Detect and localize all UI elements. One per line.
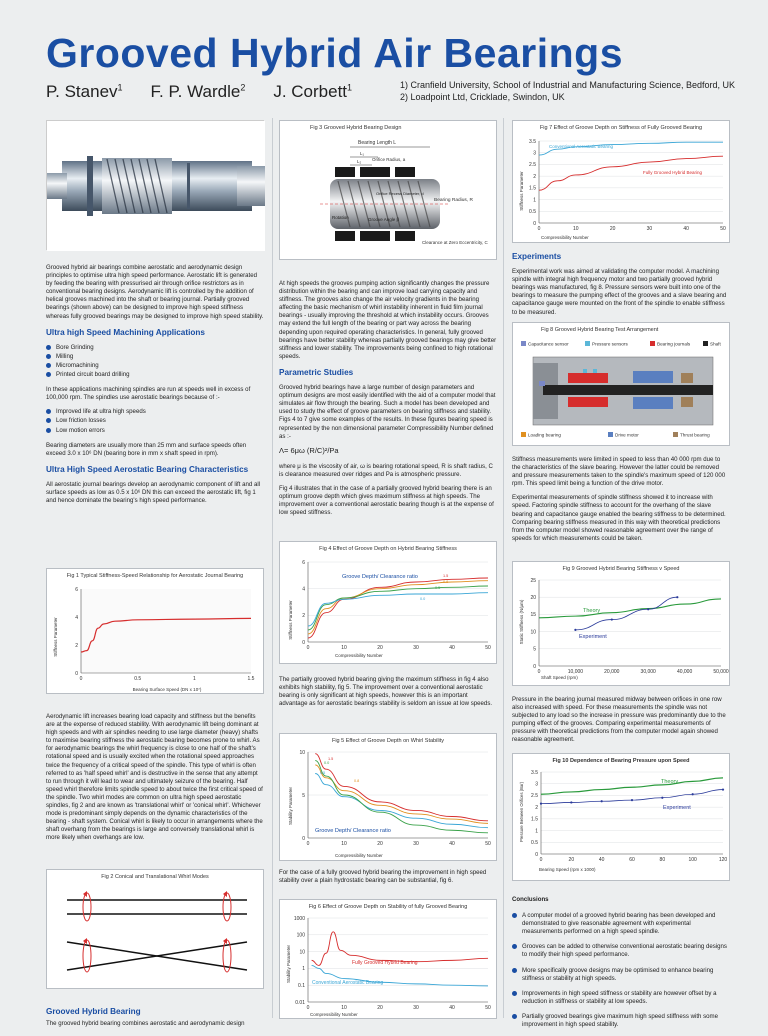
fig4-series-0.0	[308, 593, 488, 626]
fig6-xlabel: Compressibility Number	[310, 1012, 358, 1017]
x-tick-label: 20	[377, 841, 383, 847]
y-tick-label: 0.5	[531, 840, 538, 847]
fig5-curve-label: 1.5	[328, 757, 334, 761]
fig4-curve-label: 0.0	[420, 597, 426, 601]
affiliations	[400, 79, 760, 103]
conclusions-heading: Conclusions	[512, 896, 549, 903]
fig4-legend-title: Groove Depth/ Clearance ratio	[342, 574, 418, 580]
figure-9	[512, 561, 730, 686]
list-item: Printed circuit board drilling	[46, 371, 264, 379]
fig5-curve-label: 0.8	[354, 779, 360, 783]
plot-area	[81, 589, 251, 673]
fig6-paragraph: For the case of a fully grooved hybrid bearing the improvement in high speed stability over a plain hydrostatic bearing can be substantial, fig 6.	[279, 869, 487, 885]
fig4-curve-label: 1.5	[443, 574, 449, 578]
y-tick-label: 0	[302, 835, 305, 842]
fig4-paragraph: Fig 4 illustrates that in the case of a partially grooved hybrid bearing there is an optimum groove depth which gives maximum stiffness at high speeds. The improvement over a conventional aerostatic bearing though is at the expense of low speed stiffness.	[279, 484, 494, 517]
fig3-radius-label: Bearing Radius, R	[434, 198, 473, 203]
fig1-ylabel: Stiffness Parameter	[53, 617, 58, 657]
list-item: Improvements in high speed stiffness or stability are however offset by a reduction in stiffness or stability at low speeds.	[512, 990, 730, 1006]
fig9-theory-label: Theory	[583, 608, 601, 614]
figure-5-title: Fig 5 Effect of Groove Depth on Whirl Stability	[331, 738, 445, 744]
fig3-clearance-label: Clearance at Zero Eccentricity, C	[422, 240, 488, 245]
data-point	[540, 803, 542, 805]
column-1-bottom	[46, 1008, 264, 1034]
figure-3-title: Fig 3 Grooved Hybrid Bearing Design	[310, 125, 402, 131]
data-point	[631, 799, 633, 801]
x-tick-label: 40	[683, 226, 689, 232]
column-divider	[503, 118, 504, 1018]
fig3-rotation-label: Rotation	[332, 215, 349, 220]
x-tick-label: 30	[413, 841, 419, 847]
x-tick-label: 20	[609, 226, 616, 232]
data-point	[661, 797, 663, 799]
applications-list	[46, 344, 264, 379]
data-point	[611, 618, 613, 620]
y-tick-label: 3.5	[531, 769, 538, 776]
x-tick-label: 50	[485, 645, 491, 651]
x-tick-label: 10	[341, 645, 347, 651]
list-item: Partially grooved bearings give maximum high speed stiffness with some improvement in high speed stability.	[512, 1013, 730, 1029]
figure-7-title: Fig 7 Effect of Groove Depth on Stiffness of Fully Grooved Bearing	[539, 125, 703, 131]
fig9-experiment-label: Experiment	[579, 634, 607, 640]
bearing-design-diagram	[280, 121, 498, 261]
whirl-paragraph: Aerodynamic lift increases bearing load capacity and stiffness but the benefits are at the expense of reduced stability. With aerodynamic lift being dominant at high speeds and with air spindles needing to use large diameter (heavy) shafts to maximise bearing stiffness the aerostatic bearing becomes prone to whirl. As for aerodynamic bearings the whirl frequency is close to one half of the shaft's rotational speed and is usually excited when the rotational speed approaches twice the frequency of a critical speed of the spindle. This type of whirl is often referred to as 'half speed whirl' and is destructive in the sense that any attempt to run through it will lead to wear and ultimately seizure of the bearing. Half speed whirl therefore limits spindle speed to about twice the first critical speed of the spindle. Two whirl modes are common on ultra high speed aerostatic spindles, fig 2 and are known as 'translational whirl' or 'conical whirl'. Whichever mode is predominant simply depends on the dynamic characteristics of the bearing - shaft system. Conical whirl is likely to occur in arrangements where the shaft overhang from the bearings is large and conversely translational whirl is more likely when overhangs are low.	[46, 713, 263, 842]
fig9-ylabel: Static Stiffness (N/μm)	[519, 599, 524, 645]
x-tick-label: 30	[646, 226, 653, 232]
x-tick-label: 50	[720, 226, 726, 232]
y-tick-label: 1	[302, 966, 305, 973]
pressure-paragraph: Pressure in the bearing journal measured midway between orifices in one row also increased with speed. For these measurements the spindle was not subjected to any load so the increase in pressure was predominantly due to the pumping effect of the grooves. Comparing experimental measurements of pressure with theoretical predictions from the computer model again showed reasonable agreement.	[512, 696, 726, 744]
list-item: A computer model of a grooved hybrid bearing has been developed and demonstrated to give reasonable agreement with experimental measurements performed on a high speed spindle.	[512, 912, 730, 936]
x-tick-label: 10	[341, 1005, 347, 1011]
section-heading-applications: Ultra high Speed Machining Applications	[46, 327, 205, 337]
y-tick-label: 2	[302, 613, 305, 620]
x-tick-label: 0.5	[134, 676, 142, 682]
list-item: Milling	[46, 353, 264, 361]
column-2	[279, 280, 497, 523]
fig5-series-0.0	[315, 761, 488, 833]
y-tick-label: 0	[75, 670, 78, 677]
column-3-pressure	[512, 696, 730, 751]
figure-1	[46, 568, 264, 694]
y-tick-label: 1.5	[529, 185, 536, 192]
section-heading-experiments: Experiments	[512, 252, 562, 261]
y-tick-label: 2	[535, 804, 538, 811]
y-tick-label: 0	[535, 851, 538, 858]
y-tick-label: 0	[533, 220, 536, 227]
fig10-experiment-label: Experiment	[663, 805, 691, 811]
y-tick-label: 1000	[293, 915, 305, 922]
fig5-curve-label: 0.0	[324, 761, 330, 765]
benefits-list	[46, 408, 264, 434]
x-tick-label: 40	[598, 857, 605, 863]
x-tick-label: 50,000	[713, 669, 729, 675]
fig8-legend-item: Pressure sensors	[592, 341, 628, 347]
figure-7-chart	[513, 121, 731, 244]
fig9-series-theory	[539, 599, 721, 618]
x-tick-label: 1	[192, 676, 196, 682]
section-heading-parametric: Parametric Studies	[279, 367, 354, 377]
x-tick-label: 30,000	[640, 669, 656, 675]
grooved-hybrid-paragraph: The grooved hybrid bearing combines aerostatic and aerodynamic design	[46, 1020, 245, 1028]
list-item: Bore Grinding	[46, 344, 264, 352]
stiffness-paragraph: Stiffness measurements were limited in speed to less than 40 000 rpm due to the characteristics of the slave bearing. However the latter could be removed and pressure measurements taken to the spindle's maximum speed of 120 000 rpm. This speed limit being a function of the drive motor.	[512, 456, 726, 488]
applications-paragraph: In these applications machining spindles are run at speeds well in excess of 100,000 rpm. The spindles use aerostatic bearings because of :-	[46, 386, 251, 402]
y-tick-label: 3.5	[529, 138, 536, 145]
figure-6-chart	[280, 900, 498, 1020]
y-tick-label: 25	[530, 577, 536, 584]
y-tick-label: 6	[302, 559, 305, 566]
test-arrangement-diagram	[513, 323, 731, 447]
fig6-legend-grooved: Fully Grooved Hybrid Bearing	[352, 960, 418, 966]
data-point	[647, 608, 649, 610]
y-tick-label: 0	[302, 639, 305, 646]
fig10-theory-label: Theory	[661, 779, 679, 785]
y-tick-label: 2	[533, 173, 536, 180]
x-tick-label: 0	[537, 669, 541, 675]
fig4-series-0.5	[308, 586, 488, 630]
y-tick-label: 0	[533, 663, 536, 670]
list-item: Low friction losses	[46, 417, 264, 425]
figure-6	[279, 899, 497, 1019]
fig5-xlabel: Compressibility Number	[335, 853, 383, 858]
figure-9-title: Fig 9 Grooved Hybrid Bearing Stiffness v Speed	[562, 566, 680, 572]
y-tick-label: 2	[75, 642, 78, 649]
figure-9-chart	[513, 562, 731, 687]
figure-10-chart	[513, 754, 731, 882]
x-tick-label: 20,000	[604, 669, 620, 675]
affiliation-2: 2) Loadpoint Ltd, Cricklade, Swindon, UK	[400, 92, 565, 102]
list-item: Improved life at ultra high speeds	[46, 408, 264, 416]
column-2-bottom	[279, 869, 497, 891]
figure-2-title: Fig 2 Conical and Translational Whirl Modes	[101, 874, 209, 880]
fig10-ylabel: Pressure Between Orifices (Bar)	[519, 781, 524, 843]
fig10-xlabel: Bearing Speed (rpm x 1000)	[539, 867, 596, 872]
x-tick-label: 40	[449, 841, 455, 847]
figure-4-title: Fig 4 Effect of Groove Depth on Hybrid Bearing Stiffness	[319, 546, 457, 552]
characteristics-paragraph: All aerostatic journal bearings develop an aerodynamic component of lift and all surface speeds as low as 0.5 x 10⁶ DN this can exceed the aerostatic lift, fig 1 and hence dominate the bearing's high speed performance.	[46, 480, 261, 505]
y-tick-label: 10	[299, 949, 305, 956]
x-tick-label: 30	[413, 1005, 419, 1011]
section-heading-grooved-hybrid: Grooved Hybrid Bearing	[46, 1007, 141, 1016]
y-tick-label: 1	[533, 197, 536, 204]
y-tick-label: 5	[533, 646, 536, 653]
fig3-groove-angle-label: Groove Angle β	[368, 217, 400, 222]
fig8-legend-item: Capacitance sensor	[528, 341, 569, 347]
column-3-middle	[512, 456, 730, 549]
compressibility-formula: Λ= 6μω (R/C)²/Pa	[279, 445, 339, 455]
fig8-legend-item: Bearing journals	[657, 341, 691, 347]
y-tick-label: 1.5	[531, 816, 538, 823]
data-point	[676, 596, 678, 598]
conclusions-list	[512, 912, 730, 1029]
x-tick-label: 10	[341, 841, 347, 847]
fig3-l1-label: L₁	[360, 151, 365, 156]
x-tick-label: 100	[688, 857, 697, 863]
x-tick-label: 80	[659, 857, 666, 863]
fig5-legend-title: Groove Depth/ Clearance ratio	[315, 828, 391, 834]
figure-10	[512, 753, 730, 881]
y-tick-label: 20	[530, 595, 536, 601]
fig4-ylabel: Stiffness Parameter	[288, 600, 293, 640]
data-point	[722, 788, 724, 790]
figure-5-chart	[280, 734, 498, 862]
experiments-paragraph: Experimental work was aimed at validating the computer model. A machining spindle with integral high frequency motor and two partially grooved hybrid bearings was manufactured, fig 8. Pressure sensors were built into one of the bearings to measure the pumping effect of the grooves and a slave bearing and capacitance gauge were mounted on the front of the spindle to enable stiffness to be measured.	[512, 268, 727, 316]
fig4-curve-label: 0.5	[435, 586, 441, 590]
figure-1-chart	[47, 569, 265, 695]
y-tick-label: 0.1	[298, 983, 305, 989]
fig6-ylabel: Stability Parameter	[286, 944, 291, 984]
fig8-legend-item: Loading bearing	[528, 432, 561, 438]
y-tick-label: 6	[75, 586, 78, 593]
x-tick-label: 10	[573, 226, 579, 232]
data-point	[601, 800, 603, 802]
fig5-paragraph: The partially grooved hybrid bearing giving the maximum stiffness in fig 4 also exhibits high stability, fig 5. The improvement over a conventional aerostatic bearing is only significant at high speeds, however this is an important advantage as for aerostatic bearings stability is seldom an issue at low speeds.	[279, 676, 493, 708]
author-2: F. P. Wardle$^2$	[150, 82, 246, 101]
fig7-ylabel: Stiffness Parameter	[519, 171, 524, 211]
list-item: Micromachining	[46, 362, 264, 370]
whirl-modes-diagram	[47, 870, 265, 990]
figure-1-title: Fig 1 Typical Stiffness-Speed Relationship for Aerostatic Journal Bearing	[66, 573, 244, 579]
data-point	[574, 629, 576, 631]
fig7-xlabel: Compressibility Number	[541, 235, 589, 240]
x-tick-label: 1.5	[247, 676, 255, 682]
figure-8	[512, 322, 730, 446]
x-tick-label: 10,000	[567, 669, 584, 675]
y-tick-label: 0.5	[529, 209, 536, 216]
fig7-legend-grooved: Fully Grooved Hybrid Bearing	[643, 170, 703, 175]
fig5-ylabel: Stability Parameter	[288, 786, 293, 826]
figure-3	[279, 120, 497, 260]
x-tick-label: 0	[537, 226, 541, 232]
fig8-legend-item: Shaft	[710, 341, 721, 347]
fig8-legend-item: Thrust bearing	[680, 432, 710, 438]
figure-10-title: Fig 10 Dependence of Bearing Pressure upon Speed	[552, 758, 690, 764]
x-tick-label: 120	[718, 857, 728, 863]
fig10-series-theory	[541, 778, 723, 794]
x-tick-label: 40	[449, 1005, 455, 1011]
fig7-legend-conventional: Conventional Aerostatic Bearing	[549, 144, 614, 149]
affiliation-1: 1) Cranfield University, School of Industrial and Manufacturing Science, Bedford, UK	[400, 80, 735, 90]
x-tick-label: 0	[79, 676, 83, 682]
x-tick-label: 0	[306, 841, 310, 847]
y-tick-label: 3	[533, 150, 536, 157]
y-tick-label: 3	[535, 781, 538, 788]
grooves-paragraph: At high speeds the grooves pumping action significantly changes the pressure distribution within the bearing and can improve load carrying capacity and stiffness. The grooves also change the air velocity gradients in the bearing affecting the basic mechanism of whirl instability inherent in fluid film journal bearings - usually improving the threshold at which instability occurs. Grooves may extend the full length of the bearing or part way across the bearing depending upon required operating characteristics. In general, fully grooved bearings have better stability whereas partially grooved bearings may give better stiffness and lower stability. The improvements being confined to high rotational speeds.	[279, 280, 497, 360]
fig3-orifice-recess-label: Orifice Recess Diameter, d	[376, 191, 424, 196]
x-tick-label: 40	[449, 645, 455, 651]
where-paragraph: where μ is the viscosity of air, ω is bearing rotational speed, R is shaft radius, C is clearance measured over ridges and Pa is atmospheric pressure.	[279, 462, 493, 478]
x-tick-label: 50	[485, 1005, 491, 1011]
fig8-legend-item: Drive motor	[615, 432, 639, 438]
fig3-length-label: Bearing Length L	[358, 140, 397, 146]
figure-8-title: Fig 8 Grooved Hybrid Bearing Test Arrangement	[541, 327, 659, 333]
x-tick-label: 40,000	[676, 669, 693, 675]
x-tick-label: 60	[629, 857, 635, 863]
x-tick-label: 0	[306, 645, 310, 651]
fig4-curve-label: 0.8	[443, 580, 449, 584]
column-3	[512, 253, 730, 323]
x-tick-label: 20	[568, 857, 575, 863]
y-tick-label: 2.5	[531, 793, 538, 800]
x-tick-label: 50	[485, 841, 491, 847]
y-tick-label: 10	[530, 629, 536, 636]
figure-4-chart	[280, 542, 498, 665]
spindle-photo	[46, 120, 264, 250]
intro-paragraph: Grooved hybrid air bearings combine aerostatic and aerodynamic design principles to optimise ultra high speed performance. Aerostatic lift is generated by feeding the bearing with pressurised air through orifice restrictors as in conventional bearing designs. Aerodynamic lift is controlled by the addition of helical grooves machined into the shaft or bearing journal. Partially grooved bearings (shown above) can be designed to improve high speed stiffness whereas fully grooved bearings may be designed to improve high speed stability.	[46, 264, 264, 320]
fig3-l2-label: L₂	[357, 159, 362, 164]
column-1-continued	[46, 713, 264, 849]
fig4-xlabel: Compressibility Number	[335, 653, 383, 658]
y-tick-label: 2.5	[529, 162, 536, 169]
authors	[46, 82, 406, 102]
fig3-orifice-radius-label: Orifice Radius, a	[372, 157, 406, 162]
poster-title: Grooved Hybrid Air Bearings	[46, 30, 623, 76]
column-3-conclusions	[512, 896, 730, 1036]
x-tick-label: 20	[377, 1005, 383, 1011]
fig9-xlabel: Shaft Speed (rpm)	[541, 675, 578, 680]
author-3: J. Corbett$^1$	[273, 82, 353, 101]
y-tick-label: 100	[296, 932, 305, 939]
y-tick-label: 10	[299, 749, 305, 756]
figure-4	[279, 541, 497, 664]
x-tick-label: 0	[306, 1005, 310, 1011]
parametric-paragraph: Grooved hybrid bearings have a large number of design parameters and optimum designs are most easily identified with the aid of a computer model that simulates air flow through the bearing. Such a model has been developed and used to study the effect of groove parameters on bearing stiffness and stability. Figs 4 to 7 give some examples of the results. In these figures bearing speed is represented by the non dimensional parameter Compressibility Number defined as :-	[279, 384, 496, 440]
experimental-paragraph: Experimental measurements of spindle stiffness showed it to increase with speed. Factoring spindle stiffness to account for the overhang of the slave bearing and capacitance gauge enabled the bearing stiffness to be determined. Comparing bearing stiffness measured in this way with theoretical predictions from the computer model showed reasonable agreement over the range of speeds for which measurements could be taken.	[512, 494, 726, 542]
fig1-xlabel: Bearing Surface Speed (DN x 10⁷)	[132, 687, 202, 692]
y-tick-label: 5	[302, 792, 305, 799]
data-point	[570, 801, 572, 803]
diameter-paragraph: Bearing diameters are usually more than 25 mm and surface speeds often exceed 3.0 x 10⁶ DN (bearing bore in mm x shaft speed in rpm).	[46, 441, 247, 457]
fig5-curve-label: 0.5	[320, 771, 326, 775]
author-1: P. Stanev$^1$	[46, 82, 123, 101]
list-item: Low motion errors	[46, 427, 264, 435]
figure-2	[46, 869, 264, 989]
figure-7	[512, 120, 730, 243]
column-1	[46, 264, 264, 511]
x-tick-label: 30	[413, 645, 419, 651]
spindle-illustration	[47, 121, 265, 251]
x-tick-label: 0	[539, 857, 543, 863]
y-tick-label: 1	[535, 828, 538, 835]
y-tick-label: 15	[530, 612, 536, 619]
fig6-legend-conventional: Conventional Aerostatic Bearing	[312, 980, 384, 986]
figure-5	[279, 733, 497, 861]
y-tick-label: 4	[302, 586, 305, 593]
figure-6-title: Fig 6 Effect of Groove Depth on Stability of fully Grooved Bearing	[308, 904, 468, 910]
list-item: Grooves can be added to otherwise conventional aerostatic bearing designs to modify their high speed performance.	[512, 943, 730, 959]
column-divider	[272, 118, 273, 1018]
y-tick-label: 0.01	[295, 999, 305, 1006]
x-tick-label: 20	[377, 645, 383, 651]
y-tick-label: 4	[75, 614, 78, 621]
section-heading-characteristics: Ultra High Speed Aerostatic Bearing Characteristics	[46, 464, 249, 474]
list-item: More specifically groove designs may be optimised to enhance bearing stiffness or stability at high speeds.	[512, 967, 730, 983]
column-2-middle	[279, 676, 497, 714]
data-point	[692, 793, 694, 795]
